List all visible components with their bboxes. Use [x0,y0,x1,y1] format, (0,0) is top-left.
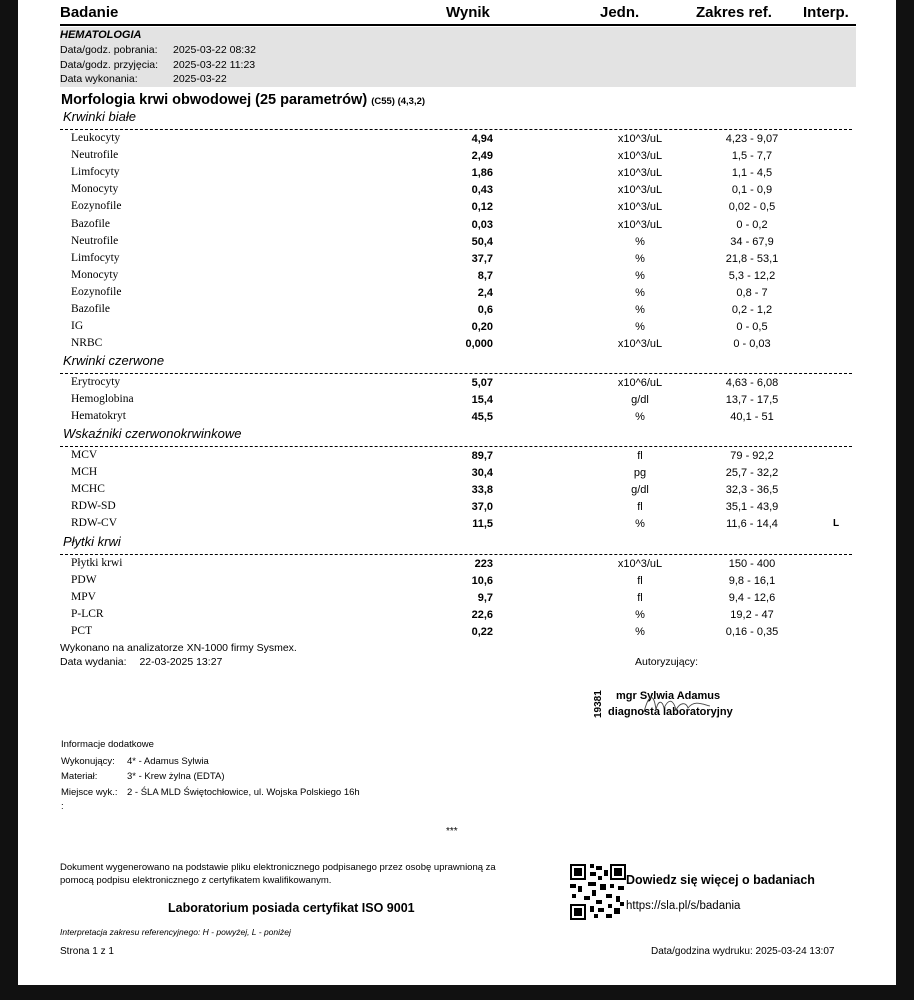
date-value: 2025-03-22 [173,73,227,85]
result-value: 30,4 [471,467,493,480]
result-value: 0,20 [471,321,493,334]
result-value: 223 [474,558,493,570]
result-value: 33,8 [471,484,493,497]
table-row [60,337,856,354]
parameter-name: MCV [71,449,98,461]
parameter-name: RDW-CV [71,517,117,530]
result-unit: x10^6/uL [617,377,663,389]
col-interp: Interp. [803,4,849,21]
reference-range: 1,1 - 4,5 [731,167,773,180]
result-value: 45,5 [471,411,493,424]
result-value: 0,03 [471,218,493,231]
reference-range: 19,2 - 47 [730,609,774,622]
sample-info [60,27,856,87]
reference-range: 0,2 - 1,2 [731,304,773,316]
info-row [61,756,209,767]
section-title: HEMATOLOGIA [60,29,142,41]
col-zakres: Zakres ref. [696,4,772,21]
parameter-name: Erytrocyty [71,376,121,388]
report-page [18,0,896,985]
result-unit: fl [637,592,643,605]
reference-range: 21,8 - 53,1 [725,252,779,265]
info-colon: : [61,801,64,812]
result-unit: % [635,252,645,265]
result-value: 10,6 [471,575,493,588]
learn-more-link[interactable]: https://sla.pl/s/badania [626,900,741,912]
group-divider [60,554,852,555]
table-row [60,466,856,483]
issue-date-label: Data wydania: [60,656,127,668]
result-unit: % [635,609,645,622]
learn-more-title: Dowiedz się więcej o badaniach [626,873,815,887]
result-unit: g/dl [631,394,649,407]
reference-range: 35,1 - 43,9 [725,501,779,514]
result-value: 8,7 [477,269,493,282]
table-row [60,235,856,252]
iso-certificate: Laboratorium posiada certyfikat ISO 9001 [168,901,415,915]
reference-range: 34 - 67,9 [730,235,774,248]
table-row [60,218,856,235]
doc-note-1: Dokument wygenerowano na podstawie pliku elektronicznego podpisanego przez osobę uprawnioną za [60,862,496,873]
result-unit: fl [637,450,643,462]
print-date: Data/godzina wydruku: 2025-03-24 13:07 [651,946,835,957]
reference-range: 0 - 0,03 [733,338,771,351]
result-unit: x10^3/uL [617,201,663,214]
reference-range: 79 - 92,2 [730,450,774,462]
test-title [61,92,425,108]
table-row [60,183,856,200]
parameter-name: PDW [71,574,97,587]
reference-range: 0,16 - 0,35 [725,626,779,639]
separator-stars: *** [446,826,458,837]
table-row [60,166,856,183]
result-value: 0,000 [465,338,493,351]
parameter-name: Monocyty [71,183,119,196]
result-unit: % [635,321,645,334]
table-row [60,483,856,500]
parameter-name: Eozynofile [71,200,122,213]
reference-range: 0,1 - 0,9 [731,184,773,197]
group-divider [60,129,852,130]
reference-range: 25,7 - 32,2 [725,467,779,480]
result-value: 1,86 [471,167,493,180]
table-row [60,449,856,466]
table-row [60,303,856,320]
date-value: 2025-03-22 11:23 [173,59,256,71]
interpretation-flag: L [832,518,840,530]
parameter-name: Monocyty [71,268,119,281]
result-unit: % [635,286,645,299]
result-unit: x10^3/uL [617,184,663,197]
table-row [60,574,856,591]
table-header [60,0,856,26]
info-value: 3* - Krew żylna (EDTA) [127,771,225,782]
table-row [60,393,856,410]
result-unit: % [635,411,645,424]
table-row [60,500,856,517]
result-unit: % [635,626,645,639]
info-row [61,771,224,782]
col-jedn: Jedn. [600,4,640,21]
reference-range: 9,4 - 12,6 [728,592,776,605]
reference-range: 32,3 - 36,5 [725,484,779,497]
parameter-name: Limfocyty [71,251,120,264]
result-unit: % [635,518,645,531]
parameter-name: Bazofile [71,303,110,315]
parameter-name: MCHC [71,483,105,496]
table-row [60,410,856,427]
result-unit: x10^3/uL [617,338,663,351]
result-value: 0,22 [471,626,493,639]
result-unit: % [635,269,645,282]
result-value: 50,4 [471,235,493,248]
group-divider [60,373,852,374]
result-unit: pg [633,467,647,480]
reference-range: 40,1 - 51 [730,411,774,424]
result-unit: % [635,235,645,248]
date-value: 2025-03-22 08:32 [173,44,256,56]
parameter-name: NRBC [71,337,103,350]
table-row [60,252,856,269]
table-row [60,376,856,393]
result-unit: x10^3/uL [617,218,663,231]
reference-range: 4,23 - 9,07 [725,133,779,145]
table-row [60,517,856,534]
reference-range: 0,02 - 0,5 [728,201,776,214]
reference-range: 5,3 - 12,2 [728,269,776,282]
col-badanie: Badanie [60,4,119,21]
info-row [61,787,360,798]
result-value: 89,7 [471,450,493,462]
table-row [60,625,856,642]
table-row [60,200,856,217]
parameter-name: Eozynofile [71,285,122,298]
table-row [60,591,856,608]
reference-range: 0,8 - 7 [736,286,768,299]
stamp-number: 19381 [593,690,604,718]
group-title: Krwinki czerwone [63,353,165,368]
reference-range: 0 - 0,2 [736,218,768,231]
table-row [60,286,856,303]
reference-range: 0 - 0,5 [736,321,768,334]
reference-range: 9,8 - 16,1 [728,575,776,588]
parameter-name: Hematokryt [71,410,126,423]
result-unit: x10^3/uL [617,558,663,570]
doc-note-2: pomocą podpisu elektronicznego z certyfikatem kwalifikowanym. [60,875,332,886]
parameter-name: RDW-SD [71,500,116,513]
date-label: Data/godz. przyjęcia: [60,59,159,71]
signer-name: mgr Sylwia Adamus [616,690,721,702]
result-unit: fl [637,501,643,514]
result-unit: x10^3/uL [617,133,663,145]
reference-range: 13,7 - 17,5 [725,394,779,407]
result-value: 37,0 [471,501,493,514]
date-label: Data/godz. pobrania: [60,44,158,56]
group-divider [60,446,852,447]
parameter-name: Płytki krwi [71,557,123,569]
result-value: 22,6 [471,609,493,622]
result-value: 0,6 [477,304,493,316]
info-label: Wykonujący: [61,756,115,767]
info-title: Informacje dodatkowe [61,739,154,750]
page-number: Strona 1 z 1 [60,946,114,957]
authorizing-label: Autoryzujący: [635,656,699,668]
test-title-text: Morfologia krwi obwodowej (25 parametrów) [61,92,368,108]
parameter-name: Bazofile [71,217,110,230]
parameter-name: PCT [71,625,93,638]
parameter-name: Neutrofile [71,149,119,162]
result-value: 11,5 [472,518,493,531]
info-label: Materiał: [61,771,98,782]
result-value: 4,94 [471,133,493,145]
interp-note: Interpretacja zakresu referencyjnego: H - powyżej, L - poniżej [60,927,291,937]
result-value: 37,7 [471,252,493,265]
signature-image [614,688,764,718]
issue-date-value: 22-03-2025 13:27 [139,656,223,668]
result-unit: fl [637,575,643,588]
table-row [60,269,856,286]
analyzer-note: Wykonano na analizatorze XN-1000 firmy Sysmex. [60,642,297,654]
info-label: Miejsce wyk.: [61,787,118,798]
result-unit: % [635,304,645,316]
reference-range: 1,5 - 7,7 [731,150,773,163]
table-row [60,132,856,149]
parameter-name: MCH [71,466,98,479]
result-value: 15,4 [471,394,493,407]
parameter-name: Hemoglobina [71,393,134,406]
result-unit: x10^3/uL [617,167,663,180]
qr-code-icon[interactable] [570,864,626,920]
group-title: Wskaźniki czerwonokrwinkowe [63,426,242,441]
group-title: Krwinki białe [63,109,136,124]
reference-range: 11,6 - 14,4 [726,518,778,531]
date-label: Data wykonania: [60,73,138,85]
result-unit: g/dl [631,484,649,497]
parameter-name: MPV [71,591,96,604]
parameter-name: IG [71,320,84,333]
signer-role: diagnosta laboratoryjny [608,706,733,718]
result-value: 2,49 [471,150,493,163]
test-code: (C55) (4,3,2) [371,96,426,107]
result-value: 0,12 [471,201,493,214]
result-value: 5,07 [471,377,493,389]
parameter-name: Leukocyty [71,132,121,144]
result-value: 0,43 [471,184,493,197]
group-title: Płytki krwi [63,534,121,549]
result-value: 9,7 [477,592,493,605]
reference-range: 4,63 - 6,08 [725,377,779,389]
issue-date [60,656,222,668]
result-value: 2,4 [477,286,493,299]
reference-range: 150 - 400 [728,558,776,570]
table-row [60,557,856,574]
table-row [60,608,856,625]
table-row [60,320,856,337]
table-row [60,149,856,166]
parameter-name: P-LCR [71,608,104,621]
info-value: 2 - ŚLA MLD Świętochłowice, ul. Wojska Polskiego 16h [127,787,360,798]
parameter-name: Limfocyty [71,166,120,179]
info-value: 4* - Adamus Sylwia [127,756,209,767]
parameter-name: Neutrofile [71,234,119,247]
result-unit: x10^3/uL [617,150,663,163]
col-wynik: Wynik [446,4,490,21]
